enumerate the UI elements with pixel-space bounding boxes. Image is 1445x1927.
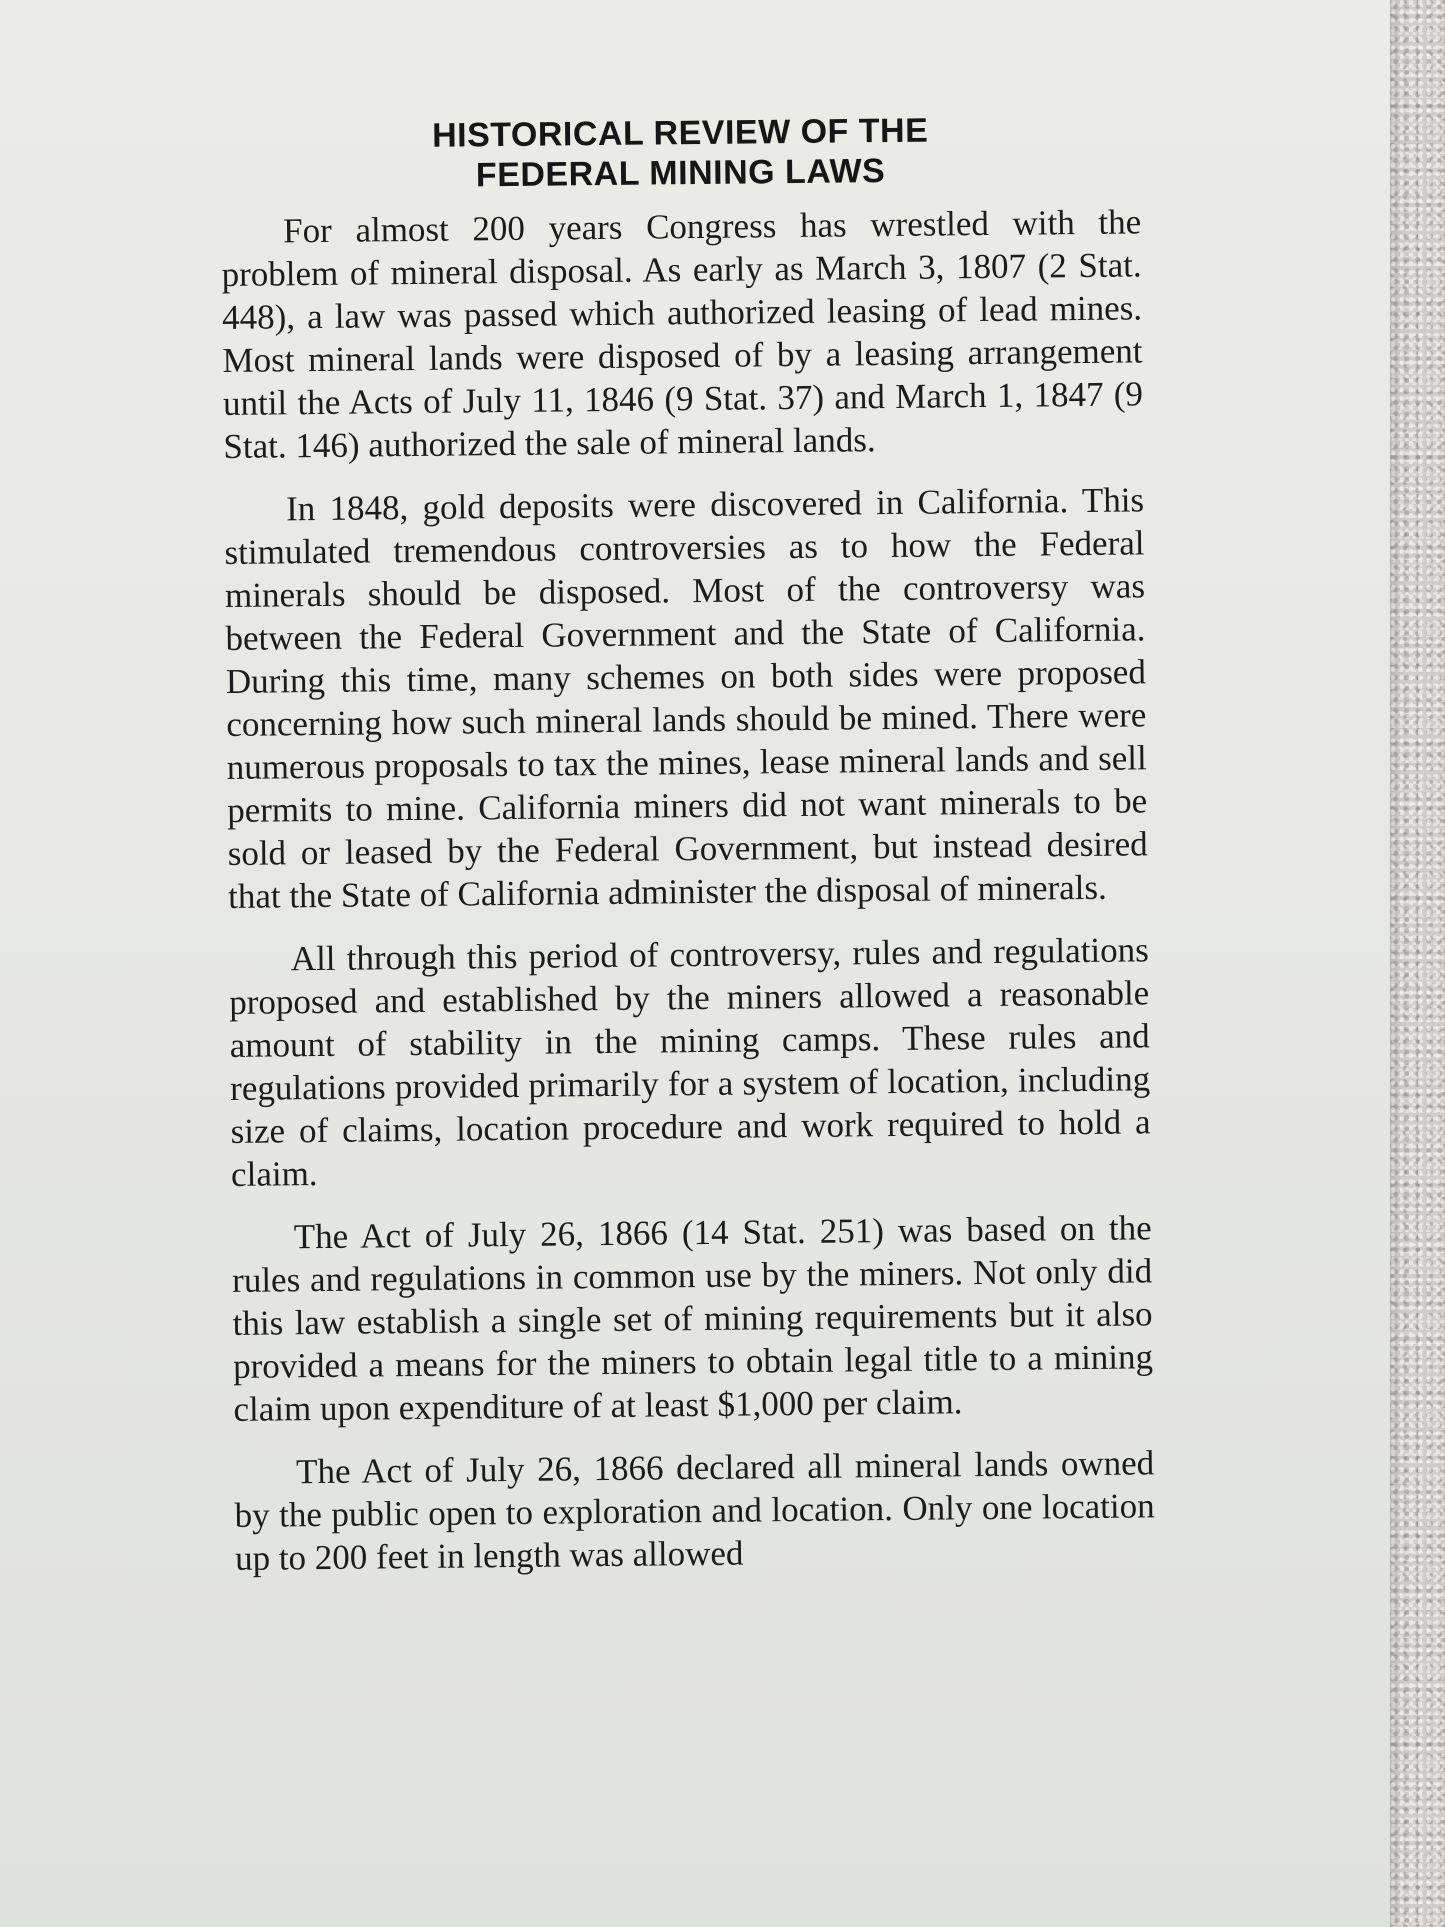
- page-title-line-1: HISTORICAL REVIEW OF THE: [431, 111, 929, 155]
- paragraph-3: All through this period of controversy, rules and regulations proposed and established by the miners allowed a reasonable amount of stability in the mining camps. These rules and regulations provided primarily for a system of location, including size of claims, location procedure and work required to hold a claim.: [229, 930, 1151, 1194]
- page-content: [220, 108, 1155, 1600]
- page-title-line-2: FEDERAL MINING LAWS: [475, 152, 886, 195]
- paragraph-2: In 1848, gold deposits were discovered in California. This stimulated tremendous controversies as to how the Federal minerals should be disposed. Most of the controversy was between the Federal Government and the State of California. During this time, many schemes on both sides were proposed concerning how such mineral lands should be mined. There were numerous proposals to tax the mines, lease mineral lands and sell permits to mine. California miners did not want minerals to be sold or leased by the Federal Government, but instead desired that the State of California administer the disposal of minerals.: [224, 480, 1148, 916]
- paragraph-4: The Act of July 26, 1866 (14 Stat. 251) was based on the rules and regulations in common use by the miners. Not only did this law establish a single set of mining requirements but it also provided a means for the miners to obtain legal title to a mining claim upon expenditure of at least $1,000 per claim.: [231, 1208, 1154, 1429]
- paragraph-1: For almost 200 years Congress has wrestled with the problem of mineral disposal. As early as March 3, 1807 (2 Stat. 448), a law was passed which authorized leasing of lead mines. Most mineral lands were disposed of by a leasing arrangement until the Acts of July 11, 1846 (9 Stat. 37) and March 1, 1847 (9 Stat. 146) authorized the sale of mineral lands.: [221, 202, 1144, 466]
- paragraph-5: The Act of July 26, 1866 declared all mineral lands owned by the public open to exploration and location. Only one location up to 200 feet in length was allowed: [234, 1443, 1155, 1578]
- page-title: [220, 108, 1141, 198]
